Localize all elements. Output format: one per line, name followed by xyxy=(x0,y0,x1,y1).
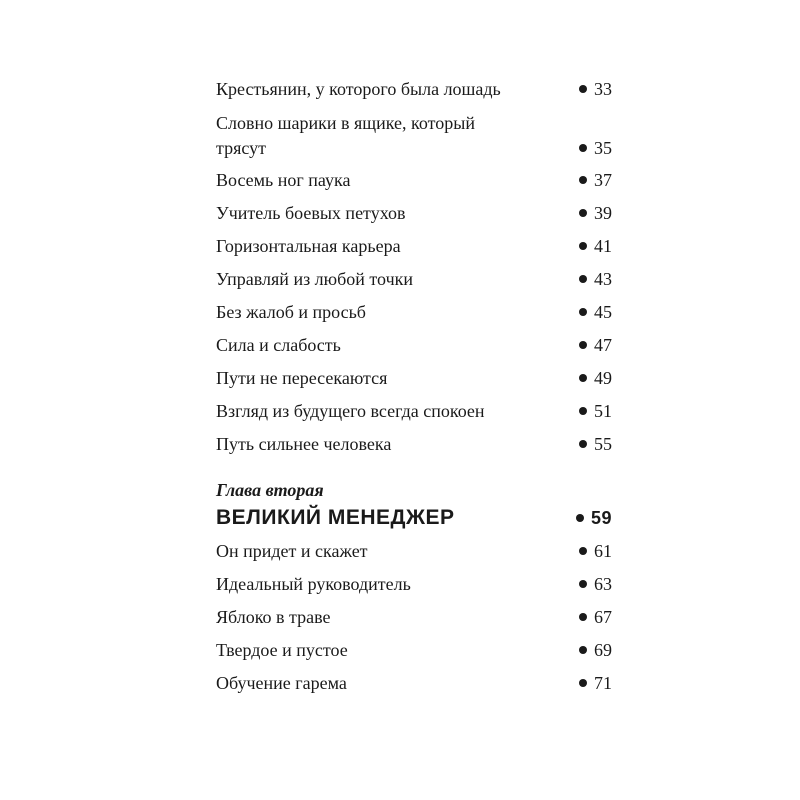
toc-entry-page xyxy=(579,638,612,663)
toc-page-number: 33 xyxy=(594,79,612,99)
toc-page-number: 51 xyxy=(594,401,612,421)
toc-entry-page xyxy=(579,201,612,226)
toc-entry-title: Словно шарики в ящике, который трясут xyxy=(216,113,475,158)
bullet-icon xyxy=(579,308,587,316)
toc-page-number: 41 xyxy=(594,236,612,256)
bullet-icon xyxy=(579,144,587,152)
toc-entry xyxy=(216,572,612,597)
toc-page-number: 47 xyxy=(594,335,612,355)
toc-entry-title: Он придет и скажет xyxy=(216,541,368,561)
toc-entry-page xyxy=(579,572,612,597)
bullet-icon xyxy=(579,275,587,283)
toc-entry xyxy=(216,399,612,424)
chapter-page xyxy=(576,505,612,531)
toc-entry xyxy=(216,432,612,457)
chapter-title-text: ВЕЛИКИЙ МЕНЕДЖЕР xyxy=(216,506,455,529)
toc-entry-page xyxy=(579,300,612,325)
toc-entry-title: Крестьянин, у которого была лошадь xyxy=(216,79,501,99)
toc-entry xyxy=(216,366,612,391)
toc-entry-page xyxy=(579,77,612,102)
toc-page-number: 61 xyxy=(594,541,612,561)
toc-entry-title: Восемь ног паука xyxy=(216,170,351,190)
toc-entry-page xyxy=(579,267,612,292)
chapter-title xyxy=(216,505,612,531)
toc-entry-page xyxy=(579,605,612,630)
toc-entry xyxy=(216,300,612,325)
toc-page-number: 63 xyxy=(594,574,612,594)
toc-entry-page xyxy=(579,366,612,391)
toc-entry-title: Управляй из любой точки xyxy=(216,269,413,289)
toc-entry-title: Яблоко в траве xyxy=(216,607,331,627)
toc-entry-title: Твердое и пустое xyxy=(216,640,348,660)
toc-entry xyxy=(216,111,612,161)
toc-page-number: 67 xyxy=(594,607,612,627)
bullet-icon xyxy=(576,514,584,522)
bullet-icon xyxy=(579,341,587,349)
toc-entry-title: Пути не пересекаются xyxy=(216,368,388,388)
toc-entry xyxy=(216,671,612,696)
toc-entry-title: Сила и слабость xyxy=(216,335,341,355)
bullet-icon xyxy=(579,176,587,184)
toc-entry-page xyxy=(579,333,612,358)
toc-entry-page xyxy=(579,168,612,193)
toc-entry xyxy=(216,267,612,292)
toc-entry-title: Идеальный руководитель xyxy=(216,574,411,594)
toc-entry-title: Путь сильнее человека xyxy=(216,434,392,454)
bullet-icon xyxy=(579,242,587,250)
toc-entry xyxy=(216,539,612,564)
toc-entry xyxy=(216,234,612,259)
bullet-icon xyxy=(579,547,587,555)
toc-entry xyxy=(216,605,612,630)
toc-entry-title: Взгляд из будущего всегда спокоен xyxy=(216,401,485,421)
bullet-icon xyxy=(579,679,587,687)
toc-page-number: 45 xyxy=(594,302,612,322)
chapter-label: Глава вторая xyxy=(216,480,324,500)
toc-page-number: 49 xyxy=(594,368,612,388)
toc-page-number: 39 xyxy=(594,203,612,223)
toc-entry-page xyxy=(579,399,612,424)
toc-entry xyxy=(216,168,612,193)
chapter-page-number: 59 xyxy=(590,508,612,528)
bullet-icon xyxy=(579,407,587,415)
toc-entry-title: Без жалоб и просьб xyxy=(216,302,366,322)
toc-entry-title: Обучение гарема xyxy=(216,673,347,693)
toc-page-number: 71 xyxy=(594,673,612,693)
bullet-icon xyxy=(579,580,587,588)
bullet-icon xyxy=(579,646,587,654)
toc-page-number: 55 xyxy=(594,434,612,454)
toc-entry-page xyxy=(579,432,612,457)
toc-entry xyxy=(216,333,612,358)
toc-entry-title: Учитель боевых петухов xyxy=(216,203,406,223)
toc-entry-page xyxy=(579,539,612,564)
bullet-icon xyxy=(579,613,587,621)
toc-entry xyxy=(216,77,612,102)
toc-entry-title: Горизонтальная карьера xyxy=(216,236,401,256)
toc-page-number: 43 xyxy=(594,269,612,289)
toc-page-number: 35 xyxy=(594,138,612,158)
toc-entry xyxy=(216,201,612,226)
bullet-icon xyxy=(579,374,587,382)
toc-entry-page xyxy=(579,671,612,696)
toc-page-number: 69 xyxy=(594,640,612,660)
toc-entry xyxy=(216,638,612,663)
bullet-icon xyxy=(579,440,587,448)
toc-page-number: 37 xyxy=(594,170,612,190)
bullet-icon xyxy=(579,209,587,217)
bullet-icon xyxy=(579,85,587,93)
toc-entry-page xyxy=(579,234,612,259)
toc-entry-page xyxy=(579,136,612,161)
